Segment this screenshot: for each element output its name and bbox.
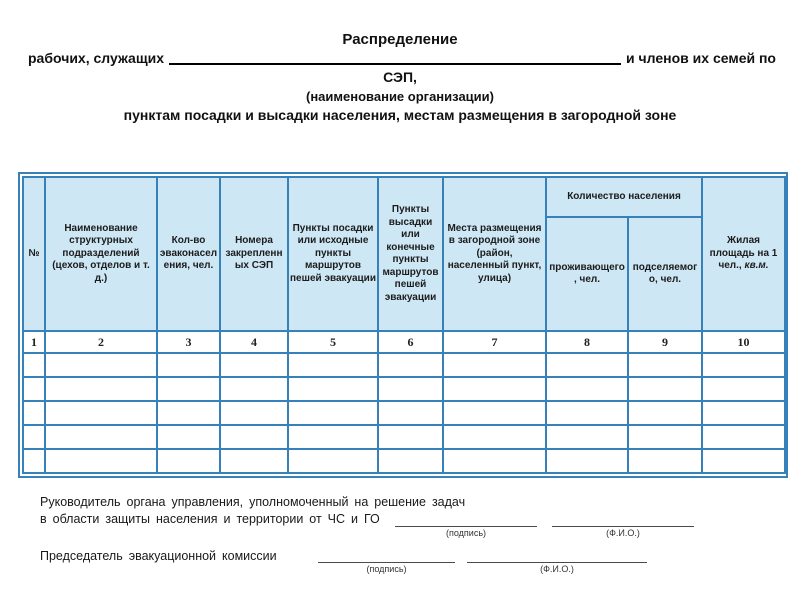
empty-cell — [702, 353, 785, 377]
empty-cell — [157, 377, 220, 401]
title-line-2 — [0, 49, 800, 68]
title-line2-left: рабочих, служащих — [28, 50, 165, 66]
name-caption: (Ф.И.О.) — [540, 564, 574, 574]
empty-cell — [628, 377, 702, 401]
empty-cell — [23, 425, 45, 449]
empty-cell — [220, 449, 288, 473]
column-index-row — [23, 331, 785, 353]
header-row-1 — [23, 177, 785, 217]
index-cell-7: 7 — [443, 331, 546, 353]
empty-cell — [157, 425, 220, 449]
empty-cell — [443, 425, 546, 449]
empty-cell — [45, 401, 157, 425]
title-line-5: пунктам посадки и высадки населения, местам размещения в загородной зоне — [123, 107, 677, 123]
col-header-placement: Места размещения в загородной зоне (район, населенный пункт, улица) — [443, 177, 546, 331]
empty-cell — [45, 425, 157, 449]
empty-cell — [288, 425, 378, 449]
organization-caption: (наименование организации) — [306, 89, 494, 104]
empty-cell — [378, 425, 443, 449]
empty-cell — [628, 425, 702, 449]
distribution-table — [22, 176, 786, 474]
official1-title-line2: в области защиты населения и территории от ЧС и ГО — [40, 511, 380, 526]
empty-cell — [378, 449, 443, 473]
index-cell-8: 8 — [546, 331, 628, 353]
official2-name-field — [467, 562, 647, 574]
signature-block — [40, 494, 780, 574]
distribution-table-wrap — [18, 172, 788, 478]
official2-title: Председатель эвакуационной комиссии — [40, 549, 277, 563]
official1-signature-field — [395, 526, 537, 538]
empty-data-row — [23, 377, 785, 401]
empty-cell — [23, 353, 45, 377]
empty-cell — [220, 353, 288, 377]
name-caption: (Ф.И.О.) — [606, 528, 640, 538]
living-area-label: Жилая площадь на 1 чел., — [709, 235, 778, 272]
empty-cell — [23, 401, 45, 425]
official1-title-line1: Руководитель органа управления, уполномоченный на решение задач — [40, 495, 466, 509]
empty-cell — [157, 401, 220, 425]
empty-cell — [378, 401, 443, 425]
title-line2-right: и членов их семей по — [626, 50, 776, 66]
empty-cell — [628, 353, 702, 377]
official1-name-field — [552, 526, 694, 538]
empty-cell — [443, 401, 546, 425]
col-group-population-count: Количество населения — [546, 177, 702, 217]
empty-cell — [443, 353, 546, 377]
empty-cell — [288, 353, 378, 377]
empty-cell — [220, 425, 288, 449]
living-area-unit: кв.м. — [744, 260, 769, 272]
index-cell-5: 5 — [288, 331, 378, 353]
empty-cell — [45, 449, 157, 473]
organization-name-blank — [169, 51, 621, 65]
empty-cell — [702, 449, 785, 473]
empty-cell — [628, 449, 702, 473]
title-line-3: СЭП, — [383, 69, 417, 85]
index-cell-4: 4 — [220, 331, 288, 353]
empty-data-row — [23, 449, 785, 473]
col-header-evac-count: Кол-во эваконаселения, чел. — [157, 177, 220, 331]
empty-cell — [702, 401, 785, 425]
index-cell-9: 9 — [628, 331, 702, 353]
empty-cell — [443, 377, 546, 401]
empty-cell — [546, 377, 628, 401]
col-header-living-area — [702, 177, 785, 331]
col-header-boarding-points: Пункты посадки или исходные пункты маршрутов пешей эвакуации — [288, 177, 378, 331]
empty-cell — [378, 353, 443, 377]
empty-cell — [288, 449, 378, 473]
empty-cell — [45, 377, 157, 401]
empty-cell — [220, 377, 288, 401]
empty-data-row — [23, 425, 785, 449]
index-cell-1: 1 — [23, 331, 45, 353]
empty-cell — [546, 425, 628, 449]
empty-cell — [702, 425, 785, 449]
document-title-block — [0, 0, 800, 125]
index-cell-3: 3 — [157, 331, 220, 353]
col-header-alighting-points: Пункты высадки или конечные пункты маршрутов пешей эвакуации — [378, 177, 443, 331]
col-header-residing: проживающего, чел. — [546, 217, 628, 331]
empty-cell — [23, 377, 45, 401]
empty-cell — [23, 449, 45, 473]
col-header-sep-numbers: Номера закрепленных СЭП — [220, 177, 288, 331]
empty-data-row — [23, 401, 785, 425]
empty-cell — [443, 449, 546, 473]
index-cell-2: 2 — [45, 331, 157, 353]
empty-data-row — [23, 353, 785, 377]
page-title: Распределение — [342, 31, 458, 48]
official1-title — [40, 494, 780, 527]
col-header-number: № — [23, 177, 45, 331]
empty-cell — [546, 449, 628, 473]
empty-cell — [157, 449, 220, 473]
empty-cell — [157, 353, 220, 377]
index-cell-10: 10 — [702, 331, 785, 353]
empty-cell — [702, 377, 785, 401]
empty-cell — [45, 353, 157, 377]
empty-cell — [288, 401, 378, 425]
col-header-subsettled: подселяемого, чел. — [628, 217, 702, 331]
official2-signature-field — [318, 562, 455, 574]
empty-cell — [378, 377, 443, 401]
empty-cell — [546, 401, 628, 425]
empty-cell — [628, 401, 702, 425]
empty-cell — [546, 353, 628, 377]
empty-cell — [288, 377, 378, 401]
index-cell-6: 6 — [378, 331, 443, 353]
signature-caption: (подпись) — [445, 528, 487, 538]
col-header-structural-units: Наименование структурных подразделений (цехов, отделов и т. д.) — [45, 177, 157, 331]
empty-cell — [220, 401, 288, 425]
signature-caption: (подпись) — [366, 564, 407, 574]
